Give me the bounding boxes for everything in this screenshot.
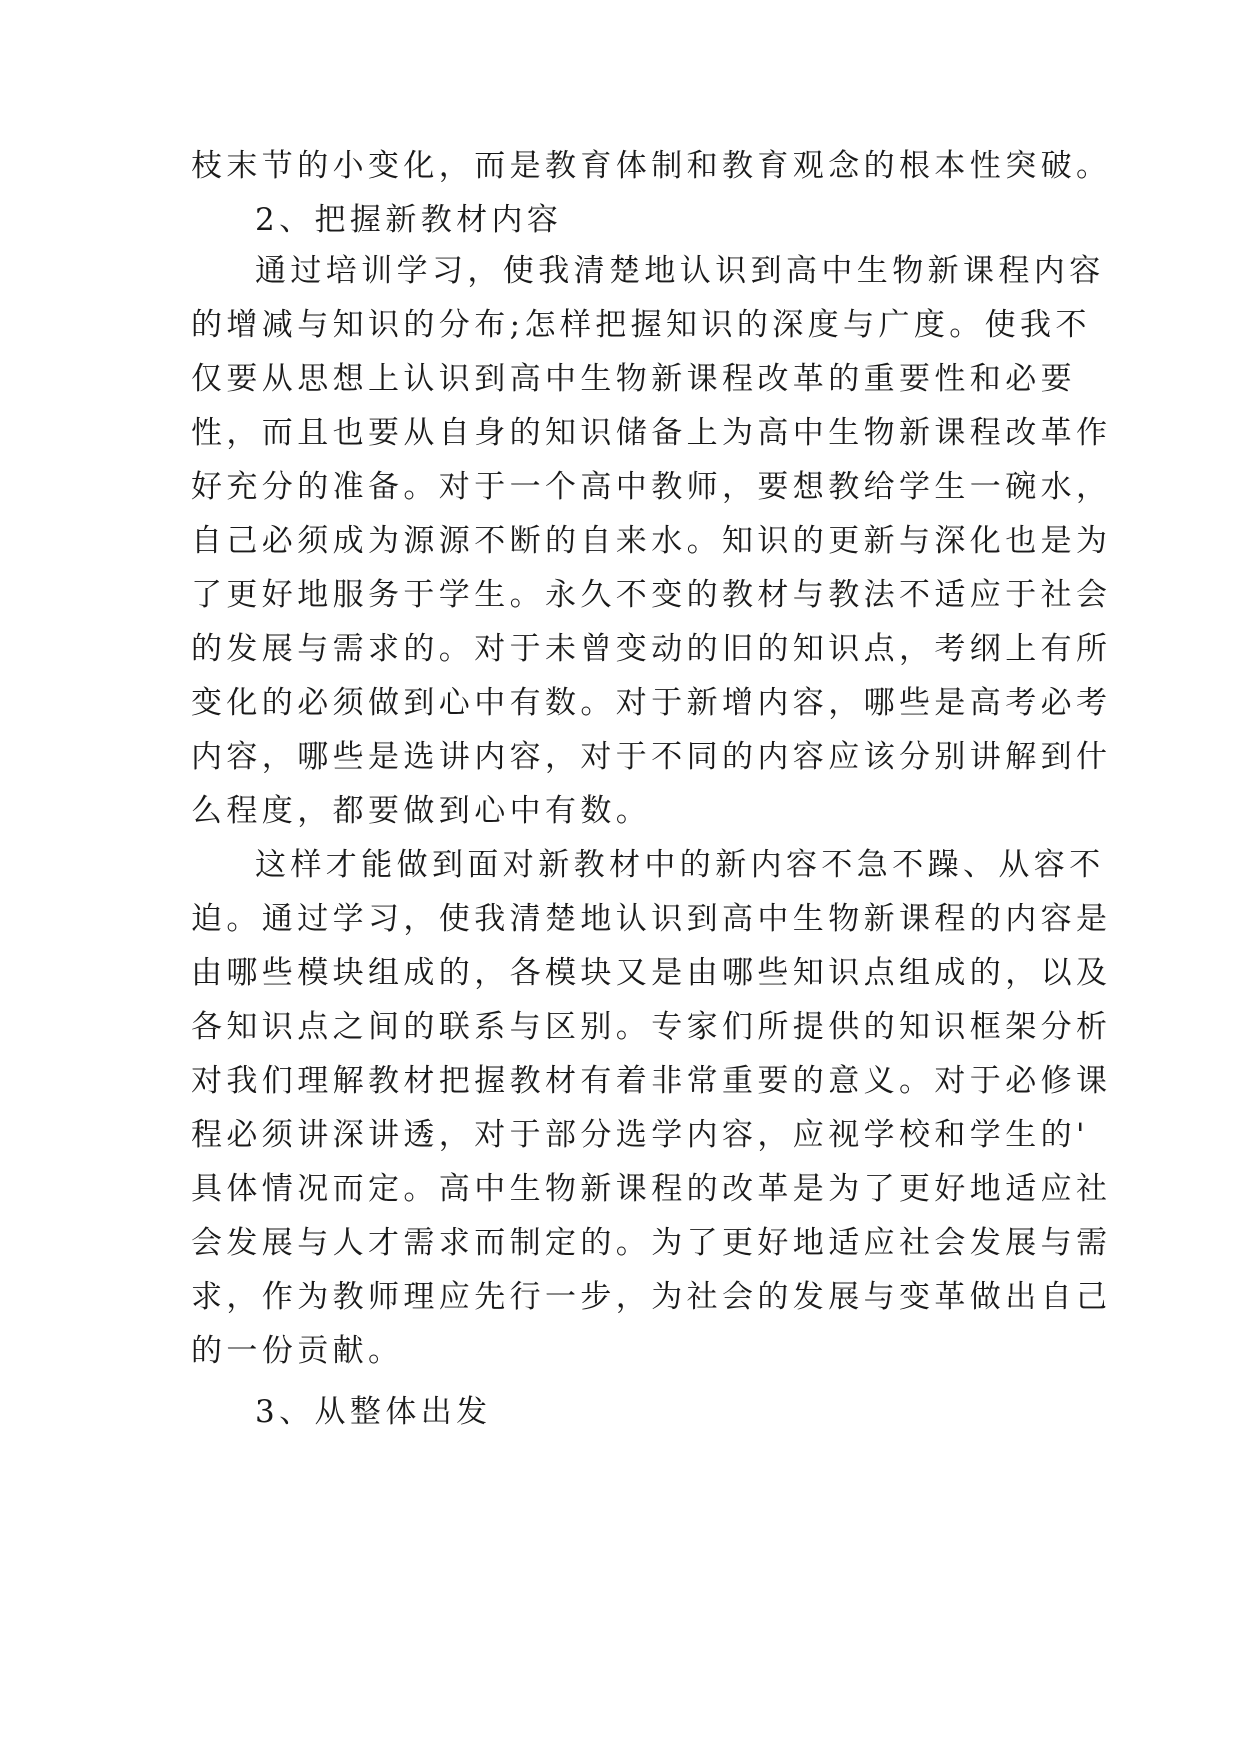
body-text-line: 好充分的准备。对于一个高中教师，要想教给学生一碗水， [191, 469, 1112, 505]
body-text-line: 具体情况而定。高中生物新课程的改革是为了更好地适应社 [191, 1171, 1112, 1207]
paragraph-first-line: 通过培训学习，使我清楚地认识到高中生物新课程内容 [255, 253, 1105, 289]
section-heading: 2、把握新教材内容 [255, 202, 563, 238]
body-text-line: 么程度，都要做到心中有数。 [191, 793, 652, 829]
paragraph-first-line: 这样才能做到面对新教材中的新内容不急不躁、从容不 [255, 847, 1105, 883]
body-text-line: 变化的必须做到心中有数。对于新增内容，哪些是高考必考 [191, 685, 1112, 721]
body-text-line: 对我们理解教材把握教材有着非常重要的意义。对于必修课 [191, 1063, 1112, 1099]
body-text-line: 自己必须成为源源不断的自来水。知识的更新与深化也是为 [191, 523, 1112, 559]
body-text-line: 枝末节的小变化，而是教育体制和教育观念的根本性突破。 [191, 148, 1112, 184]
body-text-line: 的一份贡献。 [191, 1333, 404, 1369]
body-text-line: 性，而且也要从自身的知识储备上为高中生物新课程改革作 [191, 415, 1112, 451]
section-heading: 3、从整体出发 [255, 1394, 492, 1430]
body-text-line: 求，作为教师理应先行一步，为社会的发展与变革做出自己 [191, 1279, 1112, 1315]
body-text-line: 由哪些模块组成的，各模块又是由哪些知识点组成的，以及 [191, 955, 1112, 991]
body-text-line: 的发展与需求的。对于未曾变动的旧的知识点，考纲上有所 [191, 631, 1112, 667]
body-text-line: 程必须讲深讲透，对于部分选学内容，应视学校和学生的' [191, 1117, 1089, 1153]
body-text-line: 的增减与知识的分布;怎样把握知识的深度与广度。使我不 [191, 307, 1091, 343]
body-text-line: 会发展与人才需求而制定的。为了更好地适应社会发展与需 [191, 1225, 1112, 1261]
body-text-line: 了更好地服务于学生。永久不变的教材与教法不适应于社会 [191, 577, 1112, 613]
body-text-line: 各知识点之间的联系与区别。专家们所提供的知识框架分析 [191, 1009, 1112, 1045]
body-text-line: 内容，哪些是选讲内容，对于不同的内容应该分别讲解到什 [191, 739, 1112, 775]
body-text-line: 仅要从思想上认识到高中生物新课程改革的重要性和必要 [191, 361, 1076, 397]
body-text-line: 迫。通过学习，使我清楚地认识到高中生物新课程的内容是 [191, 901, 1112, 937]
